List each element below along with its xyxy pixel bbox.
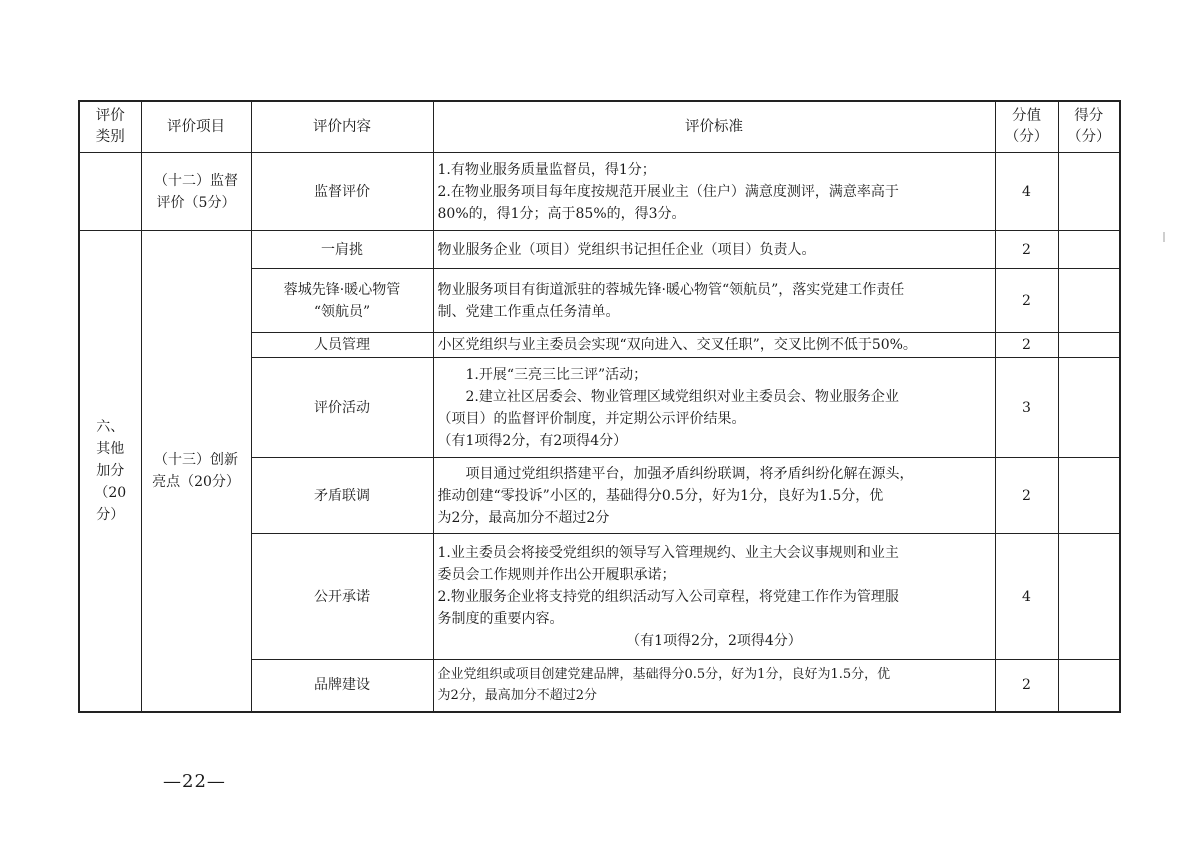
category-line: （20分）: [94, 484, 127, 523]
header-standard: 评价标准: [433, 101, 995, 153]
content-cell: 一肩挑: [251, 231, 433, 269]
score-value-cell: 4: [995, 534, 1058, 660]
score-got-cell: [1058, 153, 1120, 231]
standard-line: 委员会工作规则并作出公开履职承诺；: [437, 566, 676, 583]
standard-cell: [433, 534, 995, 660]
standard-line: 80%的，得1分；高于85%的，得3分。: [437, 205, 686, 222]
standard-cell: [433, 333, 995, 358]
standard-line: （项目）的监督评价制度，并定期公示评价结果。: [437, 410, 746, 427]
standard-cell: [433, 660, 995, 712]
evaluation-table: [78, 100, 1121, 713]
standard-line: （有1项得2分，2项得4分）: [626, 632, 802, 649]
score-value-cell: 4: [995, 153, 1058, 231]
header-category-line-1: 评价: [95, 108, 125, 124]
standard-cell: [433, 458, 995, 534]
standard-line: 企业党组织或项目创建党建品牌，基础得分0.5分，好为1分，良好为1.5分，优: [437, 667, 891, 683]
score-value-cell: 3: [995, 358, 1058, 458]
standard-line: （有1项得2分，有2项得4分）: [437, 432, 628, 449]
project-cell-innovation: [141, 231, 251, 712]
page-number: —22—: [163, 771, 226, 792]
header-project: 评价项目: [141, 101, 251, 153]
project-cell-supervise: [141, 153, 251, 231]
score-got-cell: [1058, 269, 1120, 333]
standard-line: 1.开展“三亮三比三评”活动；: [465, 366, 648, 383]
header-score-value: [995, 101, 1058, 153]
standard-line: 项目通过党组织搭建平台，加强矛盾纠纷联调，将矛盾纠纷化解在源头，: [465, 465, 914, 482]
standard-line: 物业服务项目有街道派驻的蓉城先锋·暖心物管“领航员”，落实党建工作责任: [437, 281, 905, 298]
project-line: 亮点（20分）: [152, 473, 240, 490]
standard-line: 1.业主委员会将接受党组织的领导写入管理规约、业主大会议事规则和业主: [437, 544, 899, 561]
category-line: 加分: [96, 462, 125, 479]
category-line: 六、: [96, 418, 125, 435]
category-cell-empty: [79, 153, 141, 231]
standard-line: 2.建立社区居委会、物业管理区域党组织对业主委员会、物业服务企业: [465, 388, 899, 405]
project-line: （十三）创新: [154, 451, 238, 468]
standard-line: 1.有物业服务质量监督员，得1分；: [437, 161, 656, 178]
header-category-line-2: 类别: [95, 129, 125, 145]
standard-cell: [433, 358, 995, 458]
score-value-cell: 2: [995, 231, 1058, 269]
standard-line: 制、党建工作重点任务清单。: [437, 303, 620, 320]
standard-line: 推动创建“零投诉”小区的，基础得分0.5分，好为1分，良好为1.5分，优: [437, 487, 884, 504]
score-got-cell: [1058, 660, 1120, 712]
content-cell: 品牌建设: [251, 660, 433, 712]
header-score-got-line-2: （分）: [1067, 129, 1111, 145]
standard-cell: [433, 231, 995, 269]
score-value-cell: 2: [995, 269, 1058, 333]
table-row: [79, 231, 1120, 269]
content-cell: 监督评价: [251, 153, 433, 231]
project-line: （十二）监督: [154, 172, 238, 189]
score-got-cell: [1058, 534, 1120, 660]
content-cell: 矛盾联调: [251, 458, 433, 534]
header-score-got: [1058, 101, 1120, 153]
score-got-cell: [1058, 358, 1120, 458]
score-value-cell: 2: [995, 660, 1058, 712]
score-value-cell: 2: [995, 333, 1058, 358]
content-cell: 公开承诺: [251, 534, 433, 660]
scan-mark: [1163, 232, 1165, 242]
header-score-got-line-1: 得分: [1074, 108, 1104, 124]
standard-line: 物业服务企业（项目）党组织书记担任企业（项目）负责人。: [437, 241, 816, 258]
category-cell-other-bonus: [79, 231, 141, 712]
header-score-value-line-1: 分值: [1012, 108, 1041, 124]
content-line: “领航员”: [313, 303, 371, 320]
standard-line: 2.在物业服务项目每年度按规范开展业主（住户）满意度测评，满意率高于: [437, 183, 899, 200]
standard-line: 为2分，最高加分不超过2分: [437, 688, 598, 704]
score-got-cell: [1058, 231, 1120, 269]
score-got-cell: [1058, 333, 1120, 358]
table-header-row: [79, 101, 1120, 153]
category-line: 其他: [96, 440, 125, 457]
content-cell: 评价活动: [251, 358, 433, 458]
content-cell: [251, 269, 433, 333]
standard-line: 小区党组织与业主委员会实现“双向进入、交叉任职”，交叉比例不低于50%。: [437, 337, 917, 353]
table-row: [79, 153, 1120, 231]
standard-cell: [433, 269, 995, 333]
score-value-cell: 2: [995, 458, 1058, 534]
header-content: 评价内容: [251, 101, 433, 153]
header-category: [79, 101, 141, 153]
standard-line: 2.物业服务企业将支持党的组织活动写入公司章程，将党建工作作为管理服: [437, 588, 899, 605]
content-line: 蓉城先锋·暖心物管: [283, 281, 401, 298]
standard-line: 务制度的重要内容。: [437, 610, 564, 627]
project-line: 评价（5分）: [156, 194, 236, 211]
standard-cell: [433, 153, 995, 231]
standard-line: 为2分，最高加分不超过2分: [437, 509, 610, 526]
content-cell: 人员管理: [251, 333, 433, 358]
header-score-value-line-2: （分）: [1004, 129, 1049, 145]
score-got-cell: [1058, 458, 1120, 534]
